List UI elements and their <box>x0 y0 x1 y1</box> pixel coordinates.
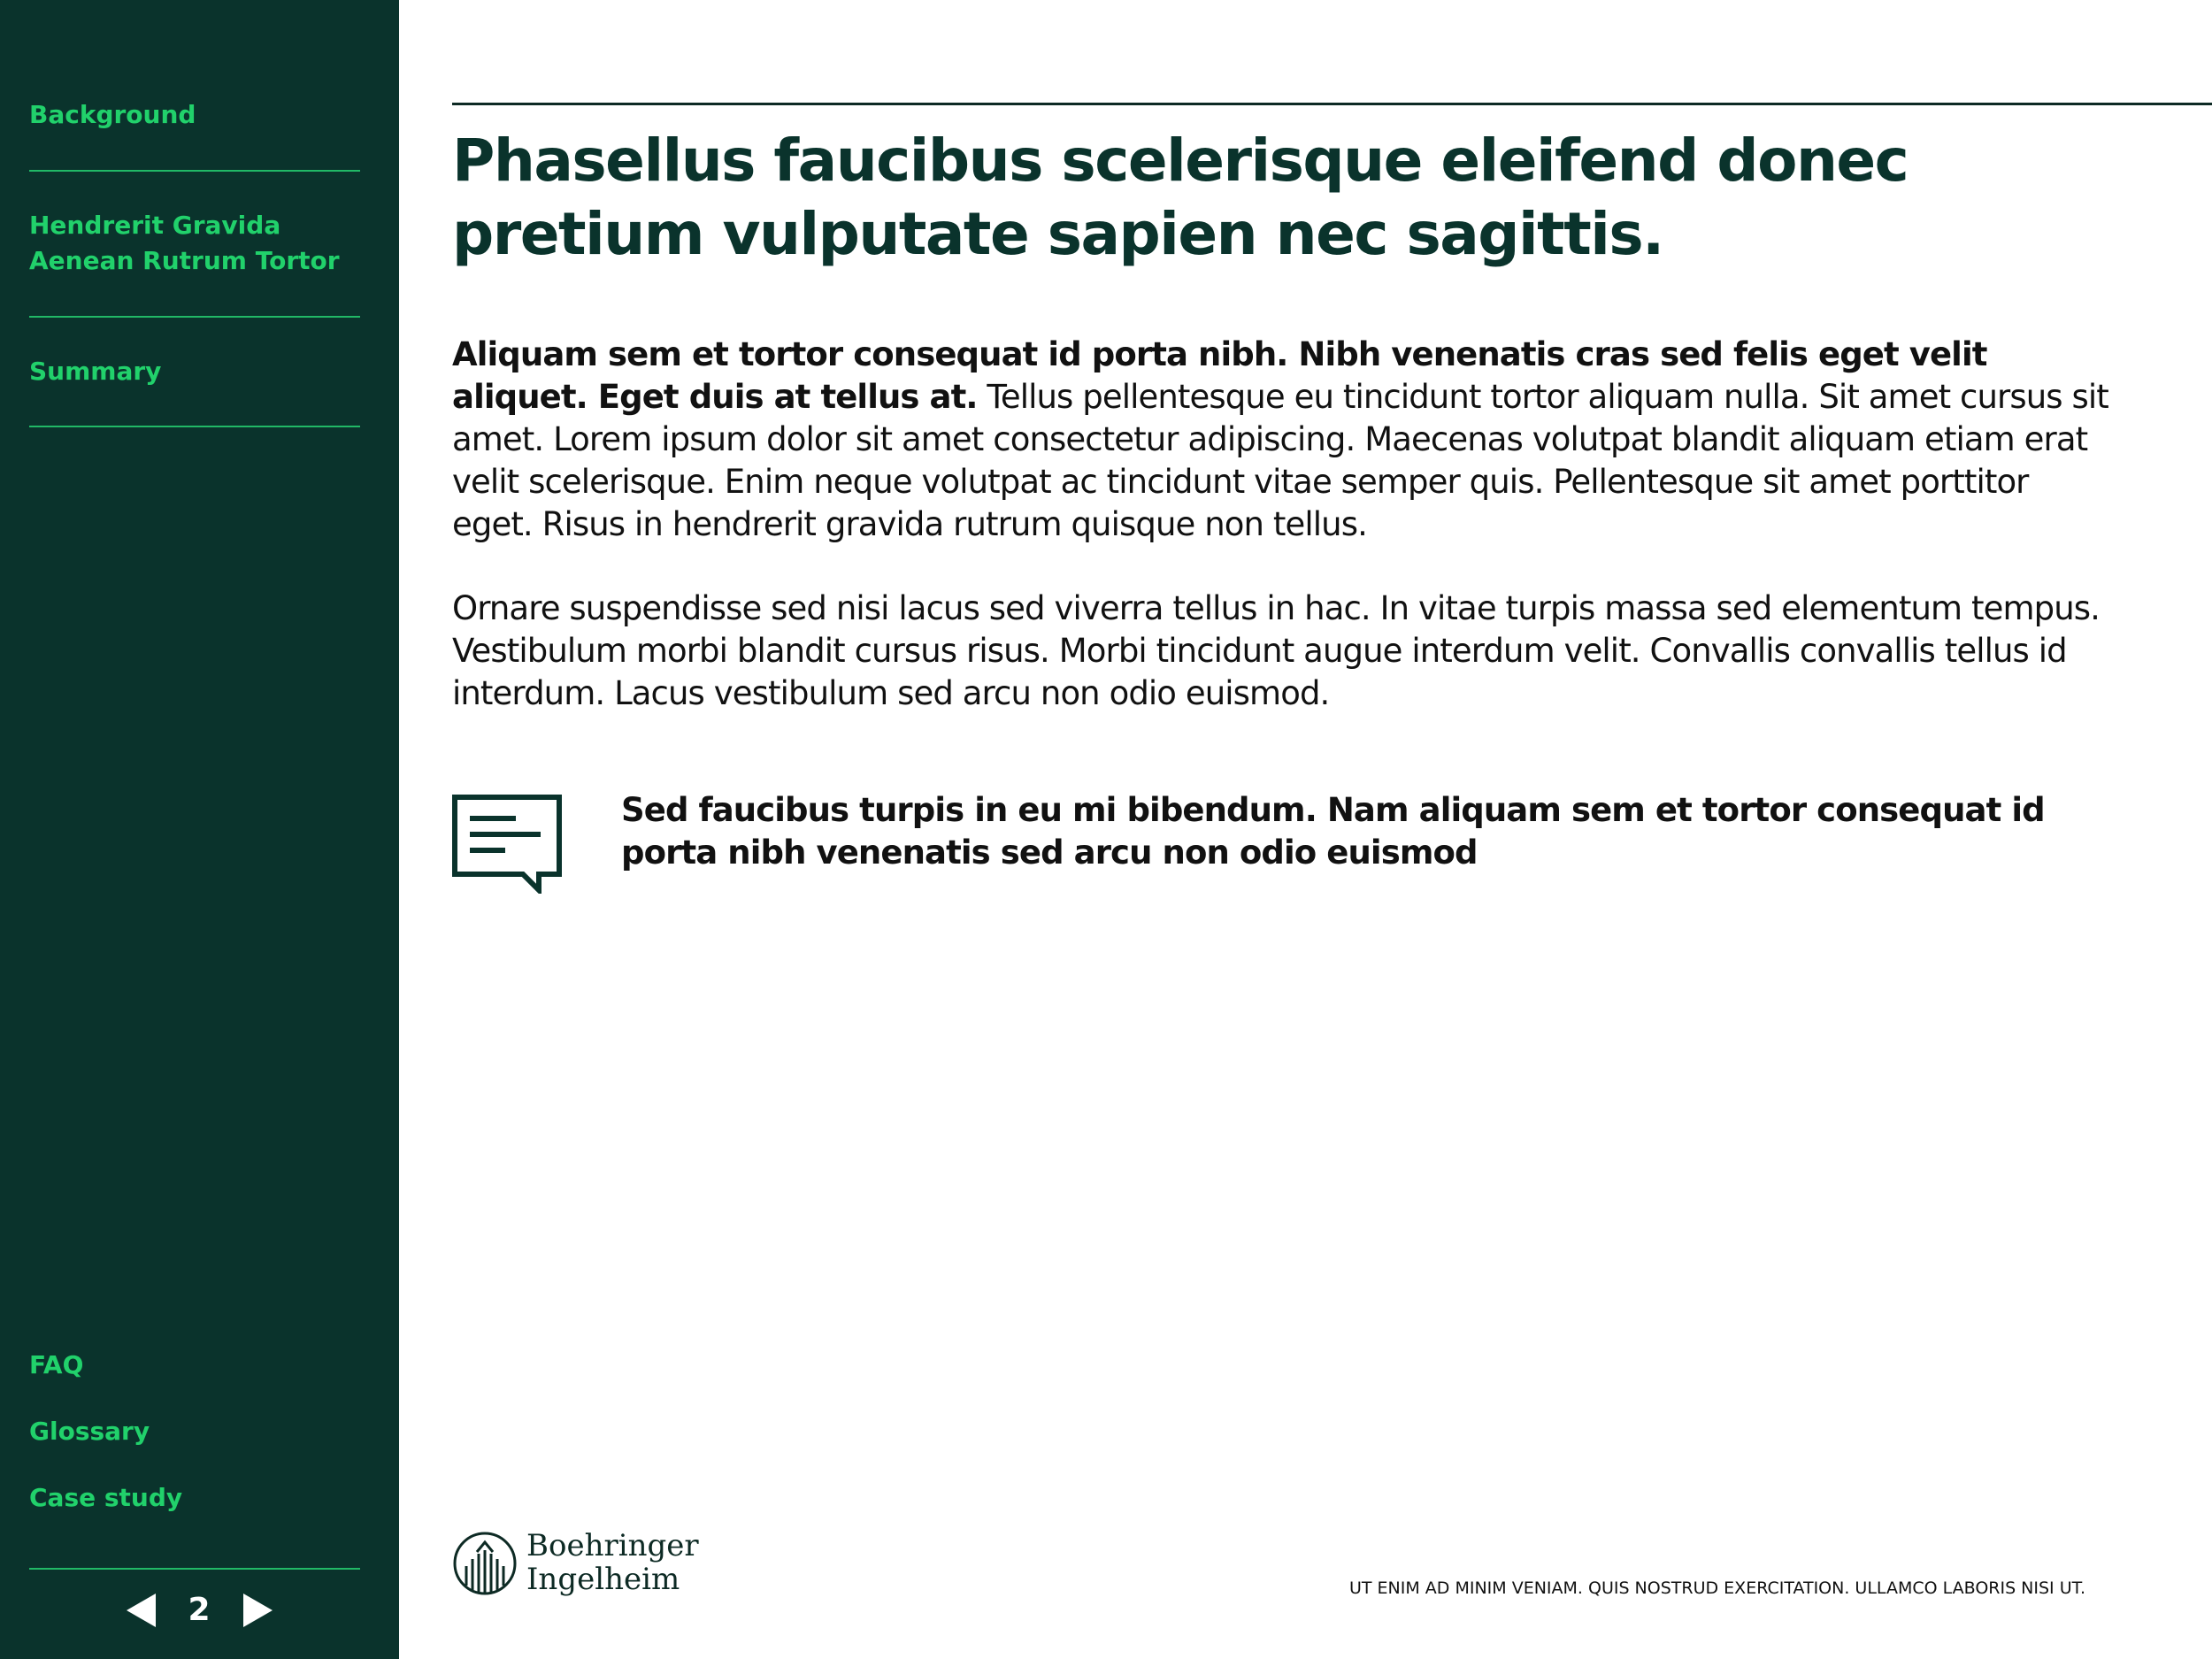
footer-text: UT ENIM AD MINIM VENIAM. QUIS NOSTRUD EXERCITATION. ULLAMCO LABORIS NISI UT. <box>1348 1578 2085 1598</box>
header-rule <box>452 103 2212 105</box>
pager <box>0 1588 399 1632</box>
sidebar-item-summary[interactable]: Summary <box>29 357 162 386</box>
sidebar-divider <box>29 170 360 172</box>
page-number: 2 <box>188 1592 211 1628</box>
sidebar-divider <box>29 316 360 318</box>
boehringer-logo-icon <box>452 1531 518 1596</box>
triangle-right-icon[interactable] <box>243 1594 273 1627</box>
sidebar-divider <box>29 1568 360 1570</box>
triangle-left-icon[interactable] <box>127 1594 156 1627</box>
boehringer-logo <box>452 1528 699 1600</box>
intro-paragraph <box>452 334 2116 546</box>
page-title: Phasellus faucibus scelerisque eleifend donec pretium vulputate sapien nec sagittis. <box>452 127 1909 268</box>
logo-line-1: Boehringer <box>526 1528 699 1563</box>
callout-text: Sed faucibus turpis in eu mi bibendum. Nam aliquam sem et tortor consequat id porta nibh venenatis sed arcu non odio euismod <box>621 791 2045 872</box>
sidebar-item-hendrerit-gravida[interactable]: Hendrerit Gravida Aenean Rutrum Tortor <box>29 211 340 275</box>
sidebar-divider <box>29 426 360 427</box>
logo-wordmark <box>526 1529 699 1596</box>
body-paragraph: Ornare suspendisse sed nisi lacus sed viverra tellus in hac. In vitae turpis massa sed elementum tempus. Vestibulum morbi blandit cursus risus. Morbi tincidunt augue interdum velit. Convallis convallis tellus id interdum. Lacus vestibulum sed arcu non odio euismod. <box>452 589 2101 712</box>
sidebar-item-case-study[interactable]: Case study <box>29 1483 183 1512</box>
sidebar-item-glossary[interactable]: Glossary <box>29 1417 150 1446</box>
sidebar-item-background[interactable]: Background <box>29 100 196 129</box>
logo-line-2: Ingelheim <box>526 1562 680 1597</box>
speech-bubble-icon <box>452 795 562 894</box>
sidebar-item-faq[interactable]: FAQ <box>29 1350 84 1379</box>
intro-paragraph-body: Tellus pellentesque eu tincidunt tortor aliquam nulla. Sit amet cursus sit amet. Lorem ipsum dolor sit amet consectetur adipiscing. Maecenas volutpat blandit aliquam etiam erat velit scelerisque. Enim neque volutpat ac tincidunt vitae semper quis. Pellentesque sit amet porttitor eget. Risus in hendrerit gravida rutrum quisque non tellus. <box>452 378 2108 543</box>
intro-paragraph-bold: Aliquam sem et tortor consequat id porta nibh. Nibh venenatis cras sed felis eget velit aliquet. Eget duis at tellus at. <box>452 335 1987 416</box>
sidebar-nav <box>0 0 399 1659</box>
